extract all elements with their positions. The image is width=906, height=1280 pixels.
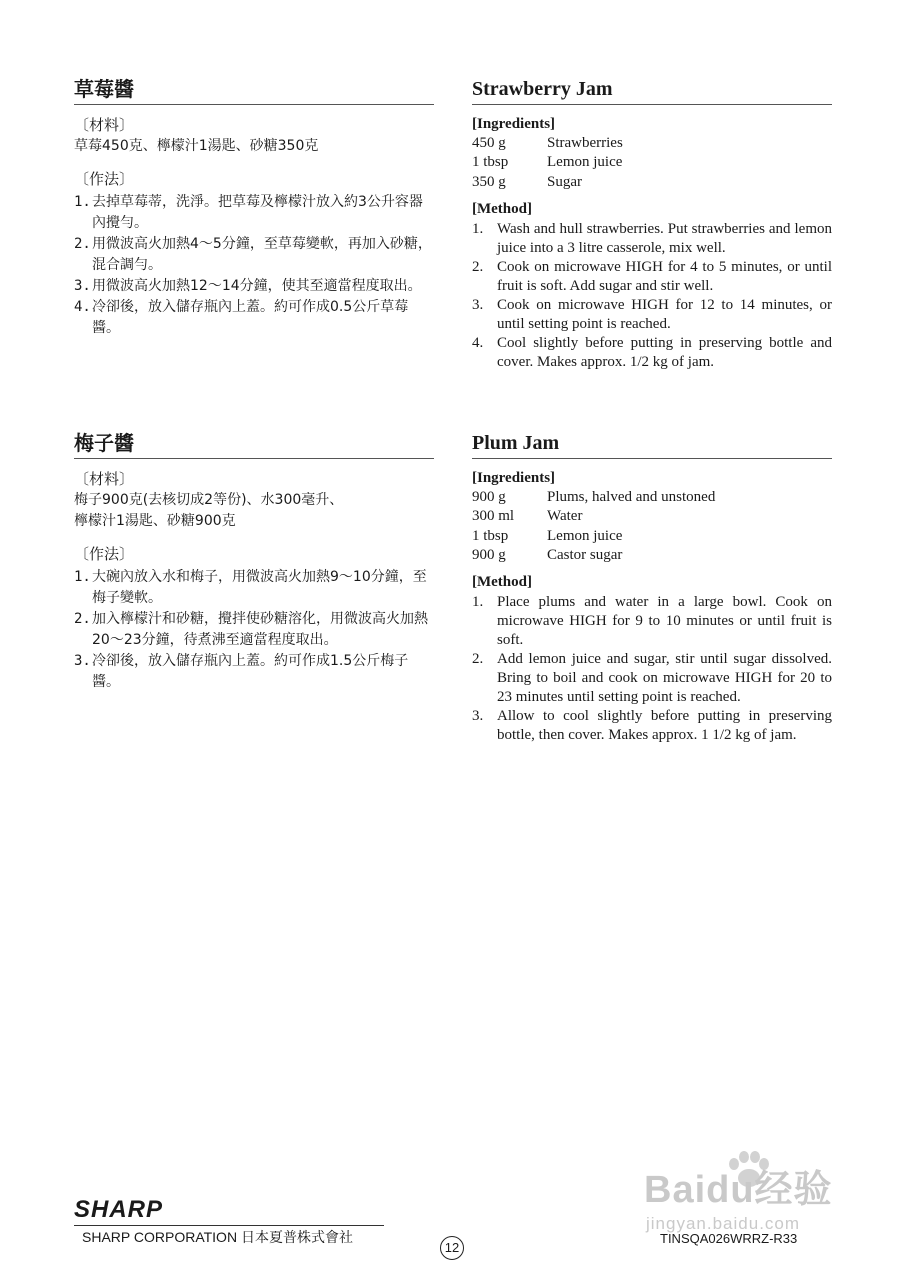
list-item: 2. 用微波高火加熱4～5分鐘，至草莓變軟，再加入砂糖，混合調勻。	[74, 236, 432, 273]
list-item: 1. 大碗內放入水和梅子，用微波高火加熱9～10分鐘，至梅子變軟。	[74, 569, 427, 606]
strawberry-zh-method-heading: 〔作法〕	[74, 170, 135, 188]
sharp-logo: SHARP	[74, 1196, 164, 1223]
ingredient-row: 1 tbsp Lemon juice	[472, 527, 623, 544]
plum-zh-section	[74, 430, 434, 693]
strawberry-en-divider	[472, 104, 832, 105]
strawberry-en-title: Strawberry Jam	[472, 78, 613, 100]
plum-zh-title: 梅子醬	[74, 431, 134, 455]
plum-en-section	[472, 430, 832, 745]
plum-zh-ingredients-line2: 檸檬汁1湯匙、砂糖900克	[74, 513, 236, 529]
strawberry-zh-divider	[74, 104, 434, 105]
strawberry-en-ingredients	[472, 134, 832, 192]
plum-en-ingredients	[472, 488, 832, 565]
list-item: 1. Wash and hull strawberries. Put strawberries and lemon juice into a 3 litre casserole, mix well.	[472, 220, 832, 256]
plum-en-ingredients-heading: [Ingredients]	[472, 470, 556, 486]
list-item: 1. Place plums and water in a large bowl. Cook on microwave HIGH for 9 to 10 minutes or until fruit is soft.	[472, 594, 832, 649]
strawberry-zh-title: 草莓醬	[74, 77, 134, 101]
plum-zh-method-heading: 〔作法〕	[74, 545, 135, 563]
plum-en-title: Plum Jam	[472, 432, 560, 454]
page-number: 12	[440, 1236, 464, 1260]
plum-zh-divider	[74, 458, 434, 459]
footer-divider	[74, 1225, 384, 1226]
list-item: 3. 冷卻後，放入儲存瓶內上蓋。約可作成1.5公斤梅子醬。	[74, 653, 409, 690]
watermark-main-text: Baidu经验	[644, 1169, 833, 1211]
ingredient-row: 900 g Plums, halved and unstoned	[472, 489, 716, 505]
list-item: 2. Cook on microwave HIGH for 4 to 5 minutes, or until fruit is soft. Add sugar and stir well.	[472, 258, 832, 294]
watermark-url: jingyan.baidu.com	[646, 1214, 801, 1233]
plum-zh-ingredients-heading: 〔材料〕	[74, 470, 135, 488]
ingredient-row: 350 g Sugar	[472, 173, 582, 190]
corporation-name: SHARP CORPORATION 日本夏普株式會社	[82, 1229, 353, 1245]
strawberry-en-method-heading: [Method]	[472, 200, 532, 217]
list-item: 2. 加入檸檬汁和砂糖，攪拌使砂糖溶化，用微波高火加熱20～23分鐘，待煮沸至適當程度取出。	[74, 611, 428, 648]
list-item: 3. 用微波高火加熱12～14分鐘，使其至適當程度取出。	[74, 278, 422, 294]
plum-zh-steps	[74, 567, 434, 693]
strawberry-en-section	[472, 76, 832, 372]
list-item: 4. 冷卻後，放入儲存瓶內上蓋。約可作成0.5公斤草莓醬。	[74, 299, 409, 336]
ingredient-row: 450 g Strawberries	[472, 135, 623, 151]
document-code: TINSQA026WRRZ-R33	[660, 1231, 798, 1246]
list-item: 4. Cool slightly before putting in preserving bottle and cover. Makes approx. 1/2 kg of jam.	[472, 334, 832, 370]
strawberry-zh-section	[74, 76, 434, 339]
plum-zh-ingredients-line1: 梅子900克(去核切成2等份)、水300毫升、	[74, 492, 344, 508]
list-item: 2. Add lemon juice and sugar, stir until sugar dissolved. Bring to boil and cook on microwave HIGH for 20 to 23 minutes until setting point is reached.	[472, 651, 832, 706]
plum-en-method-heading: [Method]	[472, 574, 532, 591]
ingredient-row: 900 g Castor sugar	[472, 546, 623, 563]
strawberry-zh-steps	[74, 192, 434, 339]
strawberry-zh-ingredients: 草莓450克、檸檬汁1湯匙、砂糖350克	[74, 138, 319, 154]
strawberry-zh-ingredients-heading: 〔材料〕	[74, 116, 135, 134]
list-item: 3. Cook on microwave HIGH for 12 to 14 minutes, or until setting point is reached.	[472, 296, 832, 332]
ingredient-row: 1 tbsp Lemon juice	[472, 154, 623, 171]
strawberry-en-steps	[472, 220, 832, 372]
plum-en-divider	[472, 458, 832, 459]
list-item: 3. Allow to cool slightly before putting in preserving bottle, then cover. Makes approx. 1 1/2 kg of jam.	[472, 708, 832, 744]
plum-en-steps	[472, 593, 832, 745]
strawberry-en-ingredients-heading: [Ingredients]	[472, 116, 556, 132]
ingredient-row: 300 ml Water	[472, 508, 583, 525]
list-item: 1. 去掉草莓蒂，洗淨。把草莓及檸檬汁放入約3公升容器內攪勻。	[74, 194, 423, 231]
